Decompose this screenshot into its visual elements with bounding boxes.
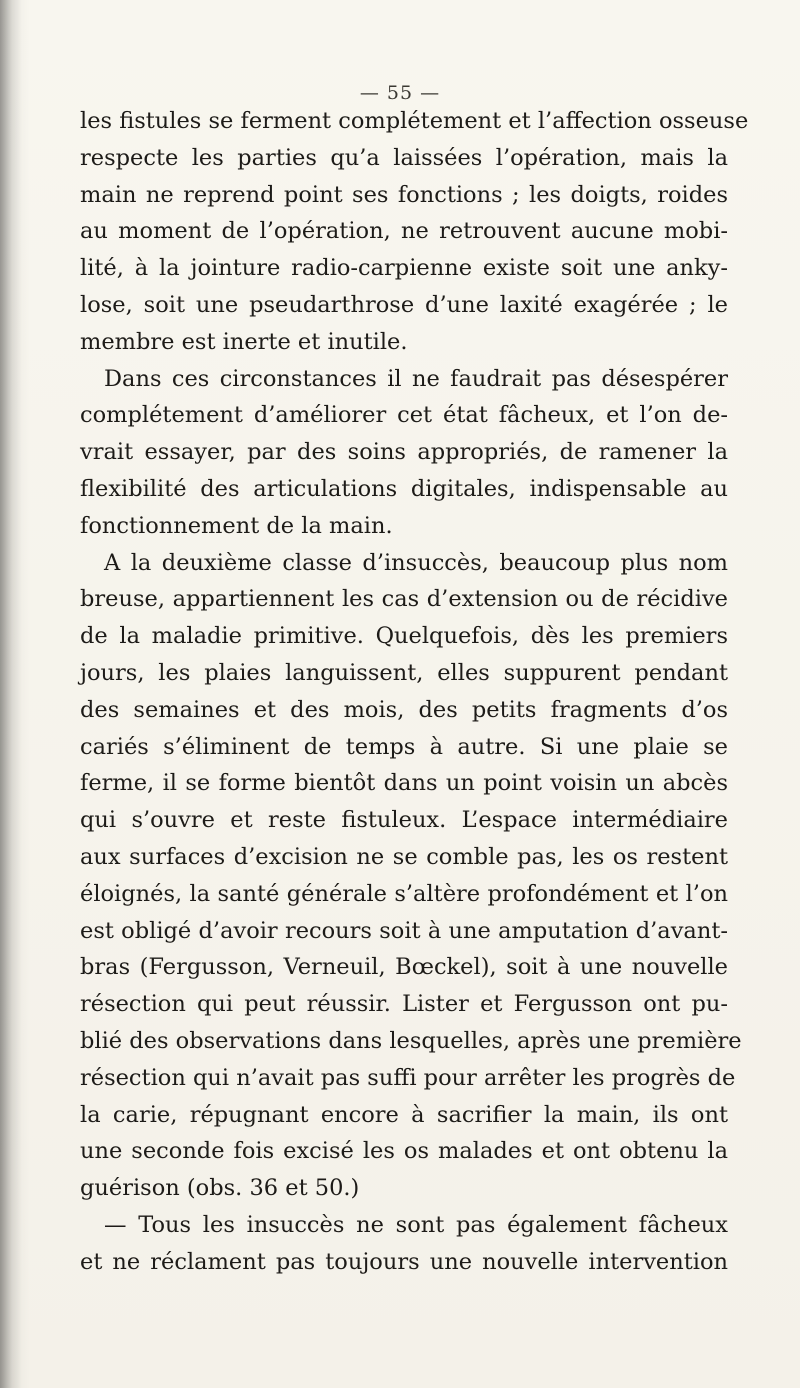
text-line: lose, soit une pseudarthrose d’une laxité exagérée ; le	[80, 291, 728, 318]
text-line: éloignés, la santé générale s’altère profondément et l’on	[80, 880, 728, 907]
text-line: guérison (obs. 36 et 50.)	[80, 1175, 360, 1202]
text-line: blié des observations dans lesquelles, après une première	[80, 1027, 742, 1054]
text-line: A la deuxième classe d’insuccès, beaucoup plus nom	[104, 549, 728, 576]
text-line: cariés s’éliminent de temps à autre. Si une plaie se	[80, 733, 728, 760]
text-line: des semaines et des mois, des petits fragments d’os	[80, 696, 728, 723]
text-line: résection qui peut réussir. Lister et Fergusson ont pu-	[80, 991, 728, 1018]
text-line: — Tous les insuccès ne sont pas également fâcheux	[104, 1211, 728, 1238]
text-line: aux surfaces d’excision ne se comble pas, les os restent	[80, 843, 728, 870]
page-number: — 55 —	[359, 82, 441, 104]
text-line: lité, à la jointure radio-carpienne existe soit une anky-	[80, 255, 728, 282]
text-line: vrait essayer, par des soins appropriés, de ramener la	[80, 439, 728, 466]
text-line: qui s’ouvre et reste fistuleux. L’espace intermédiaire	[80, 807, 728, 834]
text-line: main ne reprend point ses fonctions ; les doigts, roides	[80, 181, 728, 208]
text-line: jours, les plaies languissent, elles suppurent pendant	[80, 659, 728, 686]
text-line: une seconde fois excisé les os malades et ont obtenu la	[80, 1138, 728, 1165]
binding-shadow	[0, 0, 22, 1388]
text-line: flexibilité des articulations digitales, indispensable au	[80, 475, 728, 502]
text-line: et ne réclament pas toujours une nouvelle intervention	[80, 1248, 728, 1275]
text-line: membre est inerte et inutile.	[80, 328, 408, 355]
text-line: de la maladie primitive. Quelquefois, dès les premiers	[80, 623, 728, 650]
text-line: ferme, il se forme bientôt dans un point voisin un abcès	[80, 770, 728, 797]
text-line: résection qui n’avait pas suffi pour arrêter les progrès de	[80, 1064, 736, 1091]
text-line: complétement d’améliorer cet état fâcheux, et l’on de-	[80, 402, 728, 429]
text-line: Dans ces circonstances il ne faudrait pas désespérer	[104, 365, 728, 392]
text-line: bras (Fergusson, Verneuil, Bœckel), soit à une nouvelle	[80, 954, 728, 981]
text-line: au moment de l’opération, ne retrouvent aucune mobi-	[80, 218, 728, 245]
text-line: les fistules se ferment complétement et l’affection osseuse	[80, 108, 749, 134]
text-line: respecte les parties qu’a laissées l’opération, mais la	[80, 144, 728, 171]
text-line: est obligé d’avoir recours soit à une amputation d’avant-	[80, 917, 728, 944]
text-line: la carie, répugnant encore à sacrifier la main, ils ont	[80, 1101, 728, 1128]
text-line: breuse, appartiennent les cas d’extension ou de récidive	[80, 586, 728, 613]
body-text	[80, 103, 749, 1281]
text-line: fonctionnement de la main.	[80, 512, 393, 539]
